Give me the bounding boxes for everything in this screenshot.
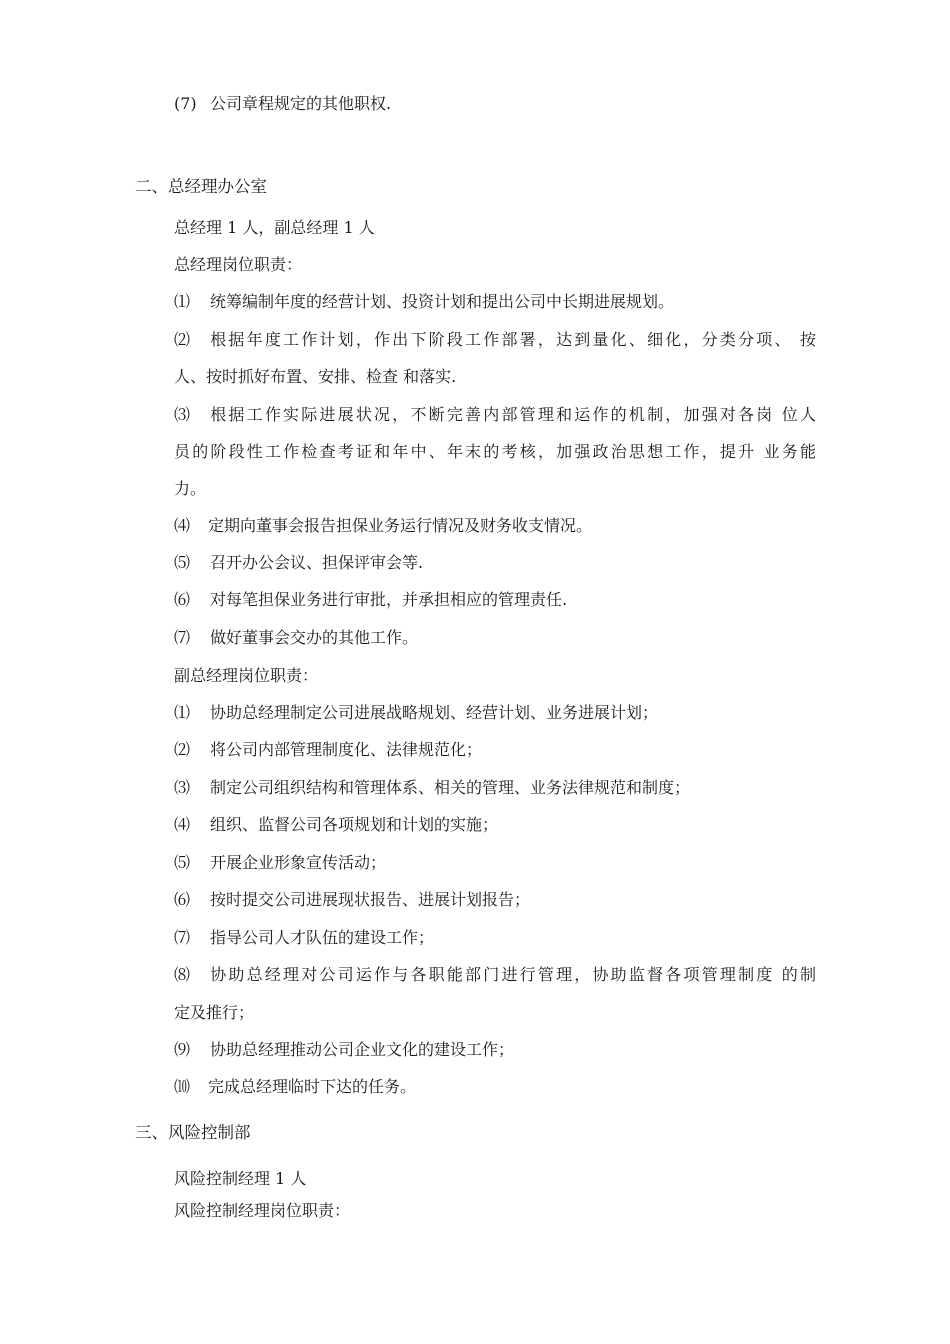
item-number: ⑻ [174,965,191,984]
list-item-line [174,405,816,425]
staffing-text: 总经理 1 人，副总经理 1 人 [174,218,375,237]
list-item [174,890,530,910]
item-text: 做好董事会交办的其他工作。 [210,628,419,647]
list-item [174,703,658,723]
item-text: 协助总经理对公司运作与各职能部门进行管理，协助监督各项管理制度 的制 [208,965,816,984]
item-number: ⑺ [174,628,191,647]
list-item [174,94,391,114]
item-number: ⑹ [174,890,191,909]
item-number: ⑵ [174,330,191,349]
item-text: 根据年度工作计划，作出下阶段工作部署，达到量化、细化，分类分项、 按 [208,330,816,349]
item-number: ⑽ [174,1077,191,1096]
list-item [174,628,418,648]
item-number: ⑴ [174,292,191,311]
item-number: ⑶ [174,778,191,797]
item-text: 协助总经理制定公司进展战略规划、经营计划、业务进展计划； [210,703,659,722]
item-text: 将公司内部管理制度化、法律规范化； [210,740,483,759]
item-text: 完成总经理临时下达的任务。 [208,1077,417,1096]
list-item-continuation: 力。 [174,479,207,498]
item-number: ⑴ [174,703,191,722]
list-item [174,740,482,760]
list-item [174,853,386,873]
item-text: 召开办公会议、担保评审会等. [210,553,424,572]
item-text: 指导公司人才队伍的建设工作； [210,928,435,947]
item-number: ⑸ [174,553,191,572]
item-number: ⑼ [174,1040,191,1059]
item-text: 组织、监督公司各项规划和计划的实施； [210,815,499,834]
item-text: 公司章程规定的其他职权. [210,94,392,113]
list-item [174,553,423,573]
item-number: ⑷ [174,815,191,834]
list-item [174,815,498,835]
item-number: (7) [174,94,197,113]
item-number: ⑹ [174,590,191,609]
item-text: 按时提交公司进展现状报告、进展计划报告； [210,890,531,909]
list-item-line [174,965,816,985]
list-item [174,1077,416,1097]
item-text: 制定公司组织结构和管理体系、相关的管理、业务法律规范和制度； [210,778,691,797]
list-item [174,590,567,610]
duties-title: 副总经理岗位职责： [174,666,319,685]
item-text: 对每笔担保业务进行审批，并承担相应的管理责任. [210,590,568,609]
list-item [174,928,434,948]
duties-title: 风险控制经理岗位职责： [174,1201,351,1220]
staffing-text: 风险控制经理 1 人 [174,1169,307,1188]
item-number: ⑺ [174,928,191,947]
item-number: ⑵ [174,740,191,759]
list-item [174,1040,514,1060]
section-heading: 三、风险控制部 [135,1123,251,1142]
list-item [174,516,592,536]
item-number: ⑸ [174,853,191,872]
item-text: 根据工作实际进展状况，不断完善内部管理和运作的机制，加强对各岗 位人 [208,405,816,424]
item-text: 协助总经理推动公司企业文化的建设工作； [210,1040,515,1059]
list-item-line [174,330,816,350]
list-item [174,292,674,312]
item-text: 开展企业形象宣传活动； [210,853,387,872]
list-item [174,778,690,798]
list-item-continuation: 人、按时抓好布置、安排、检查 和落实. [174,367,457,386]
item-text: 统筹编制年度的经营计划、投资计划和提出公司中长期进展规划。 [210,292,675,311]
duties-title: 总经理岗位职责： [174,255,303,274]
item-text: 定期向董事会报告担保业务运行情况及财务收支情况。 [208,516,593,535]
section-heading: 二、总经理办公室 [135,177,267,196]
item-number: ⑷ [174,516,191,535]
item-number: ⑶ [174,405,191,424]
list-item-continuation: 定及推行； [174,1003,255,1022]
list-item-continuation: 员的阶段性工作检查考证和年中、年末的考核，加强政治思想工作，提升 业务能 [174,442,816,461]
